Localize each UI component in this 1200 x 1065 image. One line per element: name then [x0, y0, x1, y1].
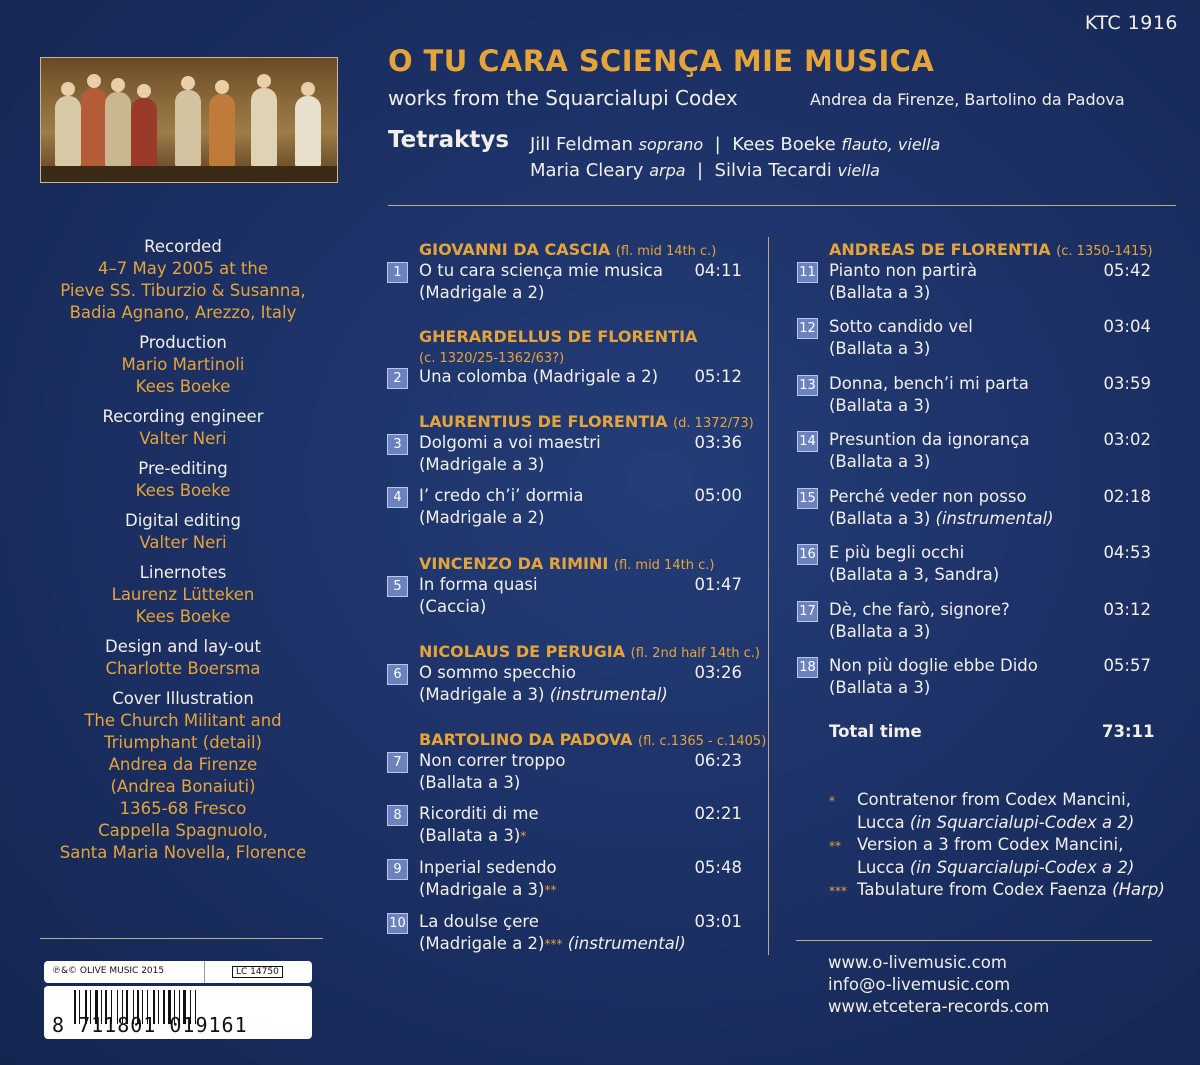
- track-duration: 03:12: [1103, 600, 1151, 619]
- composer-header: ANDREAS DE FLORENTIA (c. 1350-1415): [829, 240, 1153, 259]
- composer-header: LAURENTIUS DE FLORENTIA (d. 1372/73): [419, 412, 754, 431]
- header-divider: [388, 205, 1176, 206]
- credits: [30, 236, 336, 872]
- track-duration: 05:48: [694, 858, 742, 877]
- composer-header: GHERARDELLUS DE FLORENTIA: [419, 327, 698, 346]
- footnote: Lucca (in Squarcialupi-Codex a 2): [857, 813, 1135, 832]
- track-number: 12: [797, 318, 818, 339]
- web-links: [828, 952, 1049, 1018]
- performer-row-2: [530, 160, 880, 181]
- track-number: 1: [387, 262, 408, 283]
- website-link[interactable]: www.etcetera-records.com: [828, 997, 1050, 1016]
- track-duration: 03:01: [694, 912, 742, 931]
- footnote-mark: ***: [544, 937, 563, 951]
- label-code: LC 14750: [232, 966, 283, 978]
- track-number: 16: [797, 544, 818, 565]
- composer-header: BARTOLINO DA PADOVA (fl. c.1365 - c.1405): [419, 730, 767, 749]
- footnote-mark: *: [520, 829, 527, 843]
- track-title: Non correr troppo: [419, 751, 566, 770]
- track-number: 15: [797, 488, 818, 509]
- credit-linernotes: Linernotes Laurenz Lütteken Kees Boeke: [111, 563, 255, 626]
- track-title: O tu cara sciença mie musica: [419, 261, 663, 280]
- copyright-text: ℗&© OLIVE MUSIC 2015: [52, 966, 165, 976]
- separator: |: [696, 160, 704, 181]
- performer-role: viella: [837, 161, 880, 180]
- total-time-value: 73:11: [1102, 722, 1155, 741]
- credits-divider: [40, 938, 323, 939]
- credit-recorded: Recorded 4–7 May 2005 at the Pieve SS. Tiburzio & Susanna, Badia Agnano, Arezzo, Italy: [60, 237, 306, 322]
- composer-header: VINCENZO DA RIMINI (fl. mid 14th c.): [419, 554, 715, 573]
- track-duration: 02:21: [694, 804, 742, 823]
- album-title: O TU CARA SCIENÇA MIE MUSICA: [388, 44, 935, 78]
- composer-dates: (c. 1320/25-1362/63?): [419, 351, 565, 366]
- footnote: *** Tabulature from Codex Faenza (Harp): [829, 880, 1165, 899]
- track-duration: 03:02: [1103, 430, 1151, 449]
- track-number: 11: [797, 262, 818, 283]
- credit-digital-editing: Digital editing Valter Neri: [125, 511, 241, 552]
- track-number: 2: [387, 368, 408, 389]
- track-duration: 05:12: [694, 367, 742, 386]
- track-title: Ricorditi di me: [419, 804, 539, 823]
- credit-cover-illustration: Cover Illustration The Church Militant and Triumphant (detail) Andrea da Firenze (Andrea Bonaiuti) 1365-68 Fresco Cappella Spagnuolo, Santa Maria Novella, Florence: [59, 689, 307, 862]
- track-duration: 03:36: [694, 433, 742, 452]
- performer-role: flauto, viella: [841, 135, 941, 154]
- credit-pre-editing: Pre-editing Kees Boeke: [135, 459, 231, 500]
- track-title: Inperial sedendo: [419, 858, 557, 877]
- footnote-mark: **: [544, 883, 557, 897]
- track-note: (instrumental): [567, 934, 686, 953]
- footnote: * Contratenor from Codex Mancini,: [829, 790, 1131, 809]
- track-title: Presuntion da ignorança: [829, 430, 1030, 449]
- track-title: Dè, che farò, signore?: [829, 600, 1010, 619]
- track-duration: 03:59: [1103, 374, 1151, 393]
- track-number: 14: [797, 431, 818, 452]
- composer-header: NICOLAUS DE PERUGIA (fl. 2nd half 14th c.): [419, 642, 760, 661]
- track-number: 9: [387, 859, 408, 880]
- track-form: (Madrigale a 2)*** (instrumental): [419, 934, 686, 953]
- composers-line: Andrea da Firenze, Bartolino da Padova: [810, 90, 1125, 109]
- track-number: 3: [387, 434, 408, 455]
- label-info: [44, 961, 312, 983]
- composer-header: GIOVANNI DA CASCIA (fl. mid 14th c.): [419, 240, 717, 259]
- footer-divider: [796, 940, 1152, 941]
- track-form: (Ballata a 3): [829, 678, 931, 697]
- track-form: (Madrigale a 3) (instrumental): [419, 685, 668, 704]
- track-title: Perché veder non posso: [829, 487, 1027, 506]
- track-form: (Ballata a 3): [419, 773, 521, 792]
- track-title: I’ credo ch’i’ dormia: [419, 486, 584, 505]
- track-duration: 05:57: [1103, 656, 1151, 675]
- track-form: (Madrigale a 2): [419, 508, 545, 527]
- track-note: (instrumental): [549, 685, 668, 704]
- catalog-number: KTC 1916: [1084, 12, 1178, 34]
- track-form: (Madrigale a 3): [419, 455, 545, 474]
- cover-painting: [40, 57, 338, 183]
- track-duration: 04:53: [1103, 543, 1151, 562]
- total-time-label: Total time: [829, 722, 922, 741]
- footnote: ** Version a 3 from Codex Mancini,: [829, 835, 1124, 854]
- track-duration: 01:47: [694, 575, 742, 594]
- performer-name: Silvia Tecardi: [714, 160, 832, 181]
- track-form: (Ballata a 3): [829, 339, 931, 358]
- track-number: 8: [387, 805, 408, 826]
- footnote: Lucca (in Squarcialupi-Codex a 2): [857, 858, 1135, 877]
- track-duration: 02:18: [1103, 487, 1151, 506]
- footnotes: [829, 789, 1165, 902]
- ensemble-name: Tetraktys: [388, 127, 510, 153]
- track-title: Dolgomi a voi maestri: [419, 433, 601, 452]
- track-number: 13: [797, 375, 818, 396]
- track-form: (Madrigale a 3)**: [419, 880, 557, 899]
- track-number: 4: [387, 487, 408, 508]
- track-duration: 06:23: [694, 751, 742, 770]
- track-form: (Ballata a 3) (instrumental): [829, 509, 1054, 528]
- track-title: In forma quasi: [419, 575, 538, 594]
- track-number: 17: [797, 601, 818, 622]
- track-form: (Ballata a 3): [829, 452, 931, 471]
- performer-row-1: [530, 134, 940, 155]
- performer-name: Maria Cleary: [530, 160, 644, 181]
- track-note: (instrumental): [935, 509, 1054, 528]
- performer-role: arpa: [649, 161, 686, 180]
- barcode-digits: 8 711801 019161: [52, 1013, 248, 1037]
- album-subtitle: works from the Squarcialupi Codex: [388, 86, 738, 110]
- track-number: 10: [387, 913, 408, 934]
- track-duration: 05:42: [1103, 261, 1151, 280]
- barcode: [44, 986, 312, 1039]
- credit-recording-engineer: Recording engineer Valter Neri: [102, 407, 264, 448]
- track-form: (Ballata a 3)*: [419, 826, 527, 845]
- track-form: (Ballata a 3, Sandra): [829, 565, 1000, 584]
- separator: |: [714, 134, 721, 155]
- track-title: La doulse çere: [419, 912, 539, 931]
- track-number: 18: [797, 657, 818, 678]
- credit-production: Production Mario Martinoli Kees Boeke: [121, 333, 245, 396]
- track-form: (Madrigale a 2): [419, 283, 545, 302]
- track-title: Pianto non partirà: [829, 261, 978, 280]
- credit-design: Design and lay-out Charlotte Boersma: [105, 637, 261, 678]
- performer-role: soprano: [638, 135, 704, 154]
- track-title: Non più doglie ebbe Dido: [829, 656, 1038, 675]
- track-title: Una colomba (Madrigale a 2): [419, 367, 659, 386]
- email-link[interactable]: info@o-livemusic.com: [828, 975, 1011, 994]
- track-number: 6: [387, 664, 408, 685]
- track-duration: 05:00: [694, 486, 742, 505]
- track-form: (Ballata a 3): [829, 622, 931, 641]
- track-form: (Ballata a 3): [829, 283, 931, 302]
- track-duration: 03:26: [694, 663, 742, 682]
- track-duration: 03:04: [1103, 317, 1151, 336]
- track-title: Sotto candido vel: [829, 317, 973, 336]
- track-title: E più begli occhi: [829, 543, 965, 562]
- column-divider: [768, 237, 769, 955]
- track-number: 5: [387, 576, 408, 597]
- track-form: (Ballata a 3): [829, 396, 931, 415]
- track-number: 7: [387, 752, 408, 773]
- website-link[interactable]: www.o-livemusic.com: [828, 953, 1007, 972]
- track-title: O sommo specchio: [419, 663, 576, 682]
- performer-name: Kees Boeke: [732, 134, 836, 155]
- track-duration: 04:11: [694, 261, 742, 280]
- performer-name: Jill Feldman: [530, 134, 633, 155]
- track-title: Donna, bench’i mi parta: [829, 374, 1029, 393]
- track-form: (Caccia): [419, 597, 487, 616]
